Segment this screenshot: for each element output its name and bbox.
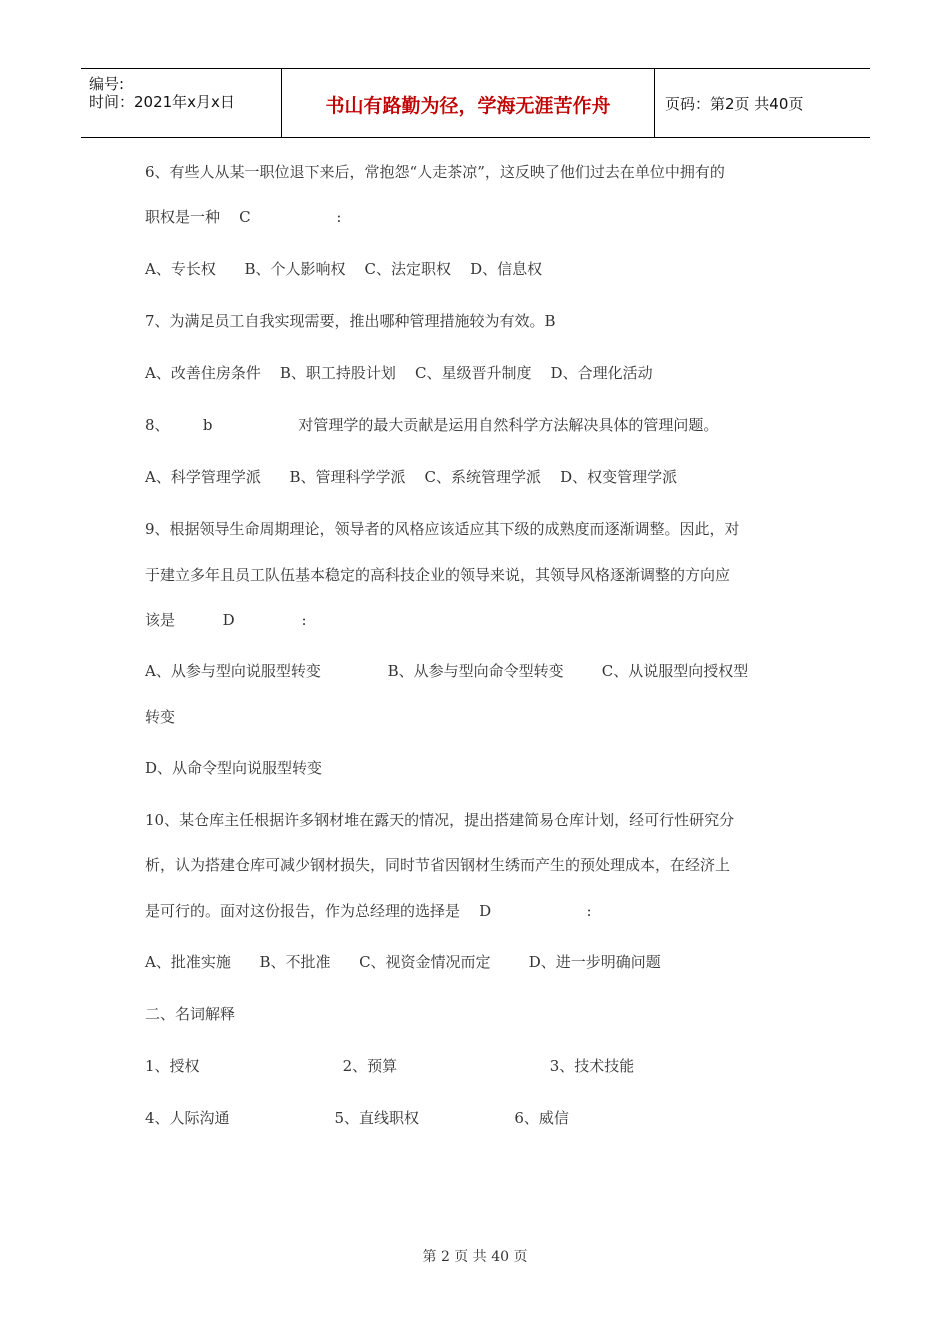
time-label: 时间：2021年x月x日 [89, 93, 235, 111]
body-line: 职权是一种 C : [145, 208, 342, 226]
body-line: A、从参与型向说服型转变 B、从参与型向命令型转变 C、从说服型向授权型 [145, 662, 749, 680]
body-line: 9、根据领导生命周期理论，领导者的风格应该适应其下级的成熟度而逐渐调整。因此，对 [145, 520, 740, 538]
header-left-cell [81, 69, 281, 137]
header-slogan: 书山有路勤为径，学海无涯苦作舟 [325, 95, 611, 117]
header-right-cell [655, 69, 870, 137]
header-page-info: 页码：第2页 共40页 [665, 95, 804, 113]
body-line: 6、有些人从某一职位退下来后，常抱怨“人走茶凉”，这反映了他们过去在单位中拥有的 [145, 163, 725, 181]
body-line: 该是 D : [145, 611, 307, 629]
body-line: A、批准实施 B、不批准 C、视资金情况而定 D、进一步明确问题 [145, 953, 661, 971]
body-line: 析，认为搭建仓库可减少钢材损失，同时节省因钢材生绣而产生的预处理成本，在经济上 [145, 856, 731, 874]
header-middle-cell [281, 69, 655, 137]
section-heading: 二、名词解释 [145, 1005, 236, 1023]
body-line: 4、人际沟通 5、直线职权 6、威信 [145, 1109, 569, 1127]
body-line: 1、授权 2、预算 3、技术技能 [145, 1057, 635, 1075]
body-line: 于建立多年且员工队伍基本稳定的高科技企业的领导来说，其领导风格逐渐调整的方向应 [145, 566, 731, 584]
page-footer: 第 2 页 共 40 页 [422, 1249, 528, 1265]
body-line: A、专长权 B、个人影响权 C、法定职权 D、信息权 [145, 260, 543, 278]
body-line: 是可行的。面对这份报告，作为总经理的选择是 D : [145, 902, 592, 920]
body-line: A、科学管理学派 B、管理科学学派 C、系统管理学派 D、权变管理学派 [145, 468, 678, 486]
body-line: 10、某仓库主任根据许多钢材堆在露天的情况，提出搭建简易仓库计划，经可行性研究分 [145, 811, 735, 829]
body-line: D、从命令型向说服型转变 [145, 759, 323, 777]
page-header [81, 68, 870, 138]
body-line: A、改善住房条件 B、职工持股计划 C、星级晋升制度 D、合理化活动 [145, 364, 653, 382]
number-label: 编号: [89, 75, 125, 93]
body-line: 8、 b 对管理学的最大贡献是运用自然科学方法解决具体的管理问题。 [145, 416, 719, 434]
body-line: 转变 [145, 708, 176, 726]
body-line: 7、为满足员工自我实现需要，推出哪种管理措施较为有效。B [145, 312, 556, 330]
